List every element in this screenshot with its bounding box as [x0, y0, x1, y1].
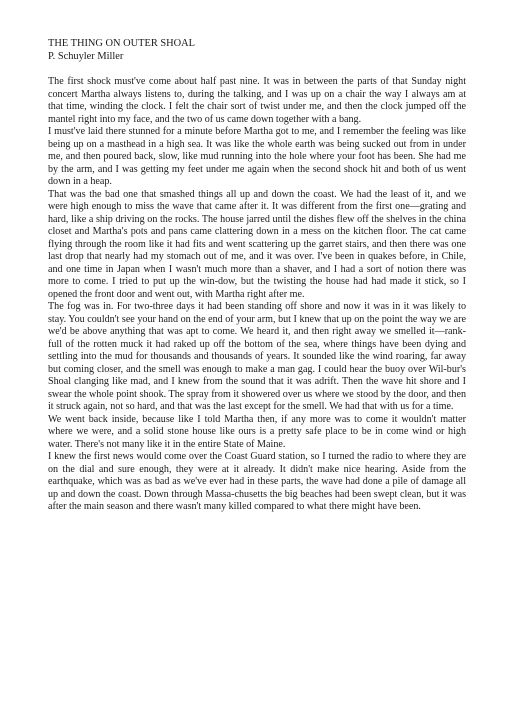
- story-author: P. Schuyler Miller: [48, 50, 124, 62]
- paragraph: The first shock must've come about half past nine. It was in between the parts of that Sunday night concert Martha always listens to, during the talking, and I was up on a chair the way I always am at that time, winding the clock. I felt the chair sort of twist under me, and then the clock jumped off the mantel right into my face, and the two of us came down together with a bang.: [48, 76, 466, 125]
- paragraph: That was the bad one that smashed things all up and down the coast. We had the least of it, and we were high enough to miss the wave that came after it. It was different from the first one—grating and hard, like a ship driving on the rocks. The house jarred until the dishes flew off the shelves in the china closet and Martha's pots and pans came clattering down in a mess on the kitchen floor. The cat came flying through the room like it had fits and went scattering up the garret stairs, and then there was one last drop that nearly had my stomach out of me, and it was over. I've been in quakes before, in Chile, and one time in Japan when I wasn't much more than a shaver, and I had a sort of notion there was more to come. I tried to put up the win-dow, but the twisting the house had had made it stick, so I opened the front door and went out, with Martha right after me.: [48, 188, 466, 300]
- paragraph: I must've laid there stunned for a minute before Martha got to me, and I remember the feeling was like being up on a masthead in a high sea. It was like the whole earth was being sucked out from in under me, and then poured back, slow, like mud running into the hole where your foot has been. She had me by the arm, and I was getting my feet under me again when the second shock hit and both of us went down in a heap.: [48, 126, 466, 187]
- paragraph: I knew the first news would come over the Coast Guard station, so I turned the radio to where they are on the dial and sure enough, they were at it already. It didn't make nice hearing. Aside from the earthquake, which was as bad as we've ever had in these parts, the wave had done a pile of damage all up and down the coast. Down through Massa-chusetts the big beaches had been swept clean, but it was after the main season and there wasn't many killed compared to what there might have been.: [48, 451, 466, 512]
- paragraph: The fog was in. For two-three days it had been standing off shore and now it was in it was likely to stay. You couldn't see your hand on the end of your arm, but I knew that up on the point the way we are we'd be above anything that was apt to come. We heard it, and then right away we smelled it—rank-full of the rotten muck it had raked up off the bottom of the sea, where things have been dying and settling into the mud for thousands and thousands of years. It sounded like the wind roaring, far away but coming closer, and the smell was enough to make a man gag. I could hear the buoy over Wil-bur's Shoal clanging like mad, and I knew from the sound that it was adrift. Then the wave hit shore and I swear the whole point shook. The spray from it showered over us where we stood by the door, and then it struck again, not so hard, and that was the last except for the smell. We had that with us for a time.: [48, 301, 466, 412]
- story-title: THE THING ON OUTER SHOAL: [48, 38, 195, 49]
- paragraph: We went back inside, because like I told Martha then, if any more was to come it wouldn't matter where we were, and a solid stone house like ours is a pretty safe place to be in come wind or high water. There's not many like it in the entire State of Maine.: [48, 413, 466, 450]
